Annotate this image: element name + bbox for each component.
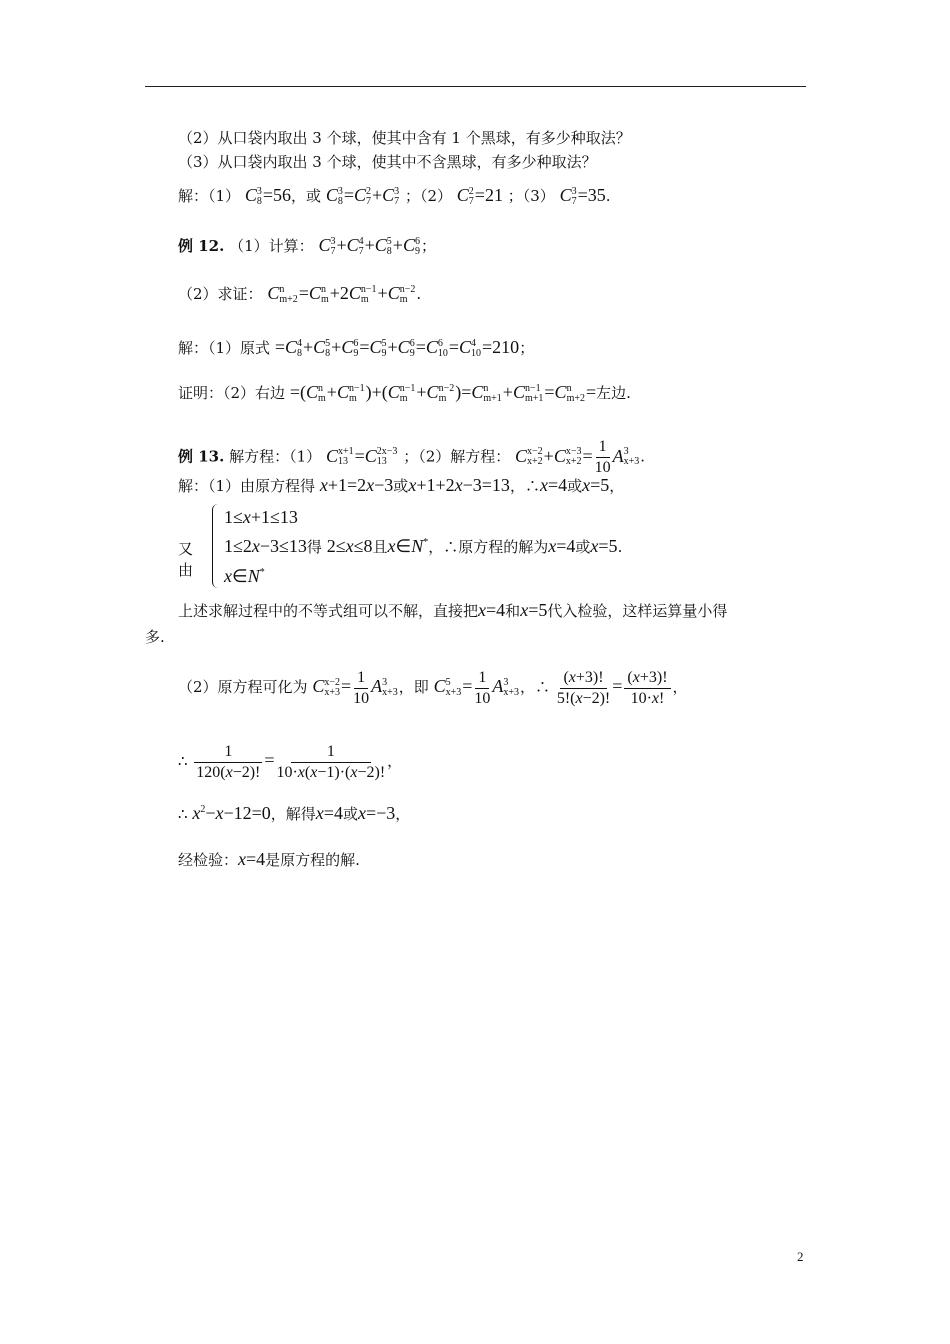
question-2: （2）从口袋内取出 3 个球，使其中含有 1 个黑球，有多少种取法？ (178, 129, 631, 147)
proof-12: 证明：（2）右边 =(C n m +C n−1 m )+(C n−1 m +C n−2 m )=C n m+1 +C n−1 m+1 =C n m+2 =左边. (178, 382, 631, 404)
part-2-transform: （2）原方程可化为 C x−2 x+3 = $\frac{1}{10}$ A 3 x+3 ，即 C 5 x+3 = $\frac{1}{10}$ A 3 x+3 ，∴ $\frac{(x+3)!}{5!(x-2)!}$ = $\frac{(x+3)!}{10\cdot x!}$ ， (178, 668, 688, 707)
solution-13: 解：（1）由原方程得 x+1=2x−3或x+1+2x−3=13，∴x=4或x=5， (178, 475, 625, 495)
question-3: （3）从口袋内取出 3 个球，使其中不含黑球，有多少种取法？ (178, 153, 597, 171)
verification-line: 经检验：x=4是原方程的解. (178, 849, 360, 869)
brace-symbol (212, 504, 221, 588)
note-line: 上述求解过程中的不等式组可以不解，直接把x=4和x=5代入检验，这样运算量小得 (178, 600, 728, 620)
example-13-line: 例 13. 解方程：（1） C x+1 13 =C 2x−3 13 ；（2）解方程： C x−2 x+2 +C x−3 x+2 = $\frac{1}{10}$ A 3 x+3 . (178, 438, 646, 476)
example-12-line: 例 12. （1）计算： C 3 7 +C 4 7 +C 5 8 +C 6 9 ； (178, 235, 436, 257)
solution-12: 解：（1）原式 =C 4 8 +C 5 8 +C 6 9 =C 5 9 +C 6 9 =C 6 10 =C 4 10 =210； (178, 337, 535, 359)
example-12-proof-statement: （2）求证： C n m+2 =C n m +2C n−1 m +C n−2 m . (178, 283, 422, 305)
quadratic-line: ∴ $x^2-x-12=0$，解得x=4或x=−3， (178, 803, 411, 823)
header-rule (145, 86, 806, 87)
note-continuation: 多. (145, 628, 165, 646)
fraction-equation: ∴ $\frac{1}{120(x-2)!}$ = $\frac{1}{10\cdot x(x-1)\cdot(x-2)!}$ ， (178, 742, 403, 781)
solution-line: 解：（1） C 3 8 =56，或 C 3 8 =C 2 7 +C 3 7 ；（2） C 2 7 =21 ；（3） C 3 7 =35. (178, 185, 611, 207)
page-number: 2 (797, 1249, 804, 1264)
